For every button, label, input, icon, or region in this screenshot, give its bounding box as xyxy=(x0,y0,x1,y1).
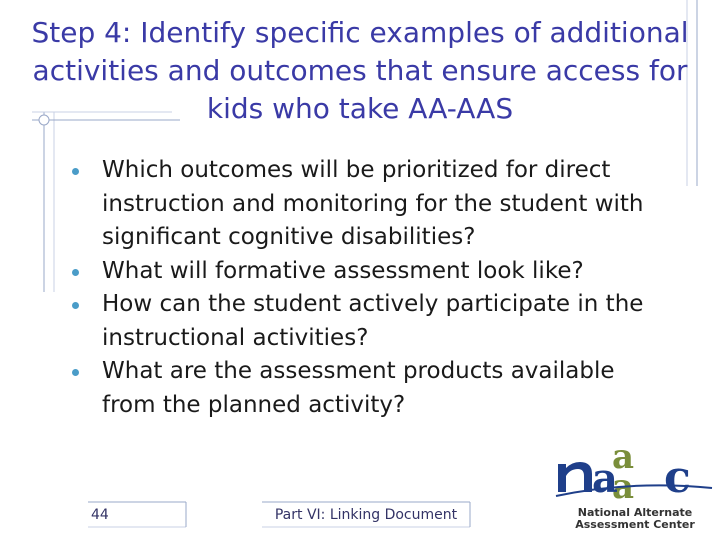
bullet-item xyxy=(72,288,672,355)
bullet-item xyxy=(72,154,672,255)
bullet-list xyxy=(72,154,672,422)
logo-line2: Assessment Center xyxy=(575,518,695,531)
footer-title xyxy=(262,502,470,527)
bullet-text: What are the assessment products available from the planned activity? xyxy=(102,358,615,418)
bullet-dot-icon xyxy=(72,168,79,175)
svg-text:a: a xyxy=(612,440,635,477)
svg-text:a: a xyxy=(592,455,618,502)
bullet-text: Which outcomes will be prioritized for direct instruction and monitoring for the student with significant cognitive disabilities? xyxy=(102,157,644,250)
naac-logo-mark xyxy=(556,440,712,507)
slide-title: Step 4: Identify specific examples of additional activities and outcomes that ensure access for kids who take AA-AAS xyxy=(31,16,689,125)
page-number-text: 44 xyxy=(91,507,109,523)
naac-logo xyxy=(552,440,718,532)
footer-title-text: Part VI: Linking Document xyxy=(274,507,458,523)
page-number xyxy=(88,502,186,527)
bullet-dot-icon xyxy=(72,369,79,376)
bullet-dot-icon xyxy=(72,269,79,276)
bullet-item xyxy=(72,355,672,422)
logo-line1: National Alternate xyxy=(577,506,693,519)
bullet-text: How can the student actively participate in the instructional activities? xyxy=(102,291,644,351)
svg-text:c: c xyxy=(664,452,691,503)
bullet-text: What will formative assessment look like? xyxy=(102,257,584,284)
svg-text:a: a xyxy=(612,467,635,507)
bullet-item xyxy=(72,255,672,289)
bullet-dot-icon xyxy=(72,302,79,309)
